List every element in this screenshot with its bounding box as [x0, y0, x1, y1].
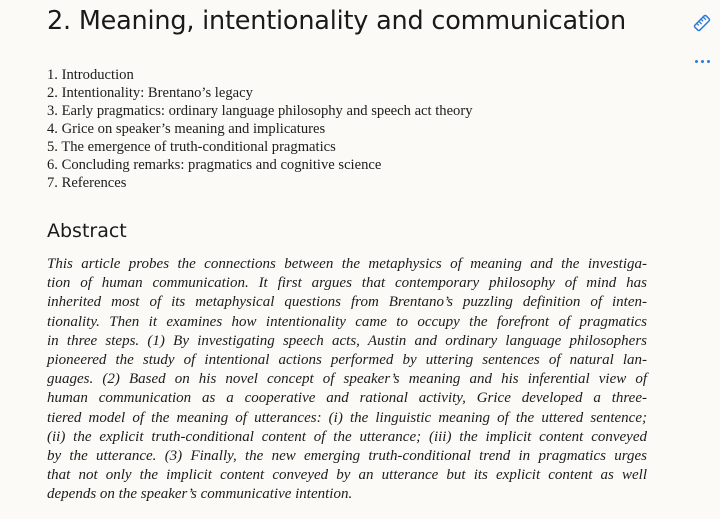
- abstract-line: guages. (2) Based on his novel concept of speaker’s meaning and his inferential view of: [47, 371, 647, 388]
- abstract-heading: Abstract: [47, 220, 127, 242]
- abstract-line: (ii) the explicit truth-conditional content of the utterance; (iii) the implicit content conveyed: [47, 428, 647, 445]
- abstract-line: tionality. Then it examines how intentionality came to occupy the forefront of pragmatics: [47, 313, 647, 330]
- toc-item: 5. The emergence of truth-conditional pragmatics: [47, 139, 336, 155]
- toc-item: 6. Concluding remarks: pragmatics and cognitive science: [47, 157, 382, 173]
- more-icon: [695, 60, 710, 63]
- toc-item: 3. Early pragmatics: ordinary language philosophy and speech act theory: [47, 103, 473, 119]
- abstract-line: human communication as a cooperative and rational activity, Grice developed a three-: [47, 390, 647, 407]
- side-toolbar: [681, 0, 720, 519]
- abstract-body: [47, 255, 647, 505]
- ruler-button[interactable]: [689, 12, 715, 38]
- abstract-line: This article probes the connections between the metaphysics of meaning and the investiga-: [47, 256, 647, 272]
- abstract-line: in three steps. (1) By investigating speech acts, Austin and ordinary language philosophers: [47, 332, 647, 349]
- toc-item: 1. Introduction: [47, 67, 134, 83]
- abstract-line: depends on the speaker’s communicative intention.: [47, 486, 353, 503]
- abstract-line: tiered model of the meaning of utterances: (i) the linguistic meaning of the uttered sentence;: [47, 409, 647, 426]
- abstract-line: by the utterance. (3) Finally, the new emerging truth-conditional trend in pragmatics urges: [47, 448, 647, 465]
- chapter-title: 2. Meaning, intentionality and communication: [47, 6, 626, 36]
- toc-item: 2. Intentionality: Brentano’s legacy: [47, 85, 253, 101]
- abstract-line: inherited most of its metaphysical questions from Brentano’s puzzling definition of inten-: [47, 294, 647, 311]
- abstract-line: that not only the implicit content conveyed by an utterance but its explicit content as well: [47, 467, 647, 484]
- table-of-contents: [47, 66, 607, 192]
- toc-item: 4. Grice on speaker’s meaning and implicatures: [47, 121, 326, 137]
- ruler-icon: [692, 13, 712, 38]
- abstract-line: pioneered the study of intentional actions performed by uttering sentences of natural lan-: [47, 352, 647, 369]
- more-button[interactable]: [689, 48, 715, 74]
- abstract-line: tion of human communication. It first argues that contemporary philosophy of mind has: [47, 275, 647, 292]
- toc-item: 7. References: [47, 175, 127, 191]
